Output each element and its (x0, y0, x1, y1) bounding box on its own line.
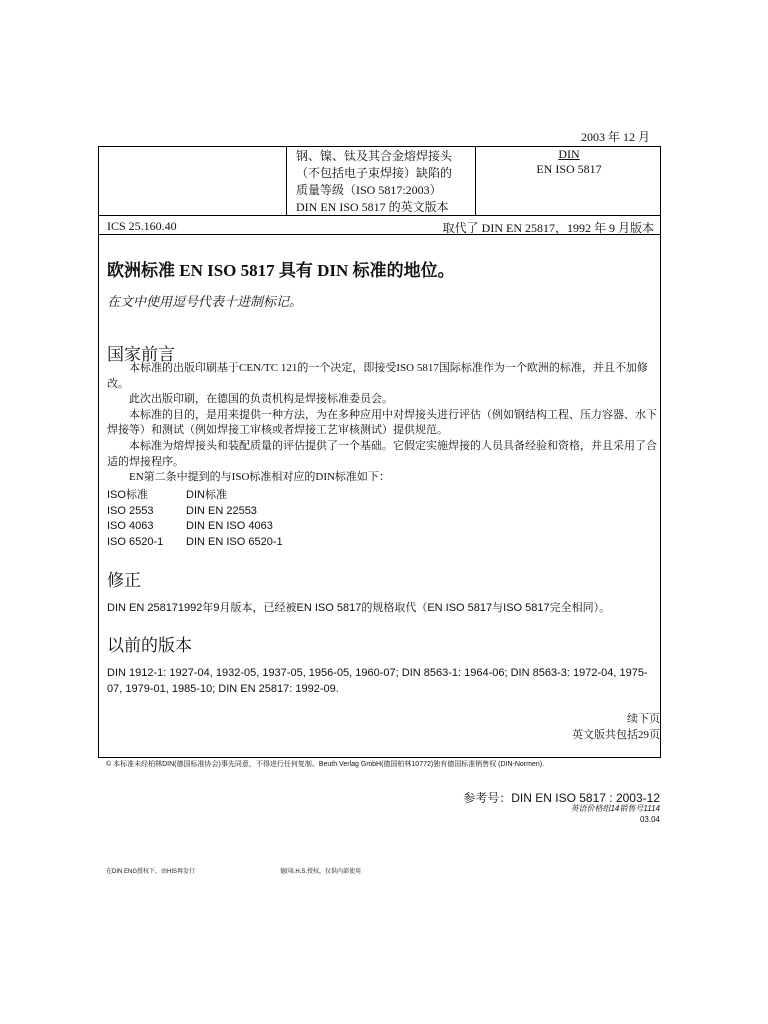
copyright-notice: © 本标准未经柏林DIN(德国标准协会)事先同意，不得进行任何复制。Beuth Verlag GmbH(德国柏林10772)独有德国标准销售权 (DIN-Normen). (106, 761, 545, 768)
previous-editions-text: DIN 1912-1: 1927-04, 1932-05, 1937-05, 1956-05, 1960-07; DIN 8563-1: 1964-06; DIN 8563-3: 1972-04, 1975-07, 1979-01, 1985-10; DIN EN 25817: 1992-09. (107, 667, 648, 695)
table-cell: DIN EN ISO 6520-1 (186, 535, 283, 548)
footer-right: 德国I.H.S.授权，仅供内部使用 (280, 869, 362, 875)
table-cell: ISO 4063 (107, 520, 154, 533)
page-count: 英文版共包括29页 (572, 729, 660, 741)
paragraph: EN第二条中提到的与ISO标准相对应的DIN标准如下： (129, 471, 390, 484)
divider-line (286, 146, 287, 216)
column-header: DIN标准 (186, 489, 227, 501)
title-line: （不包括电子束焊接）缺陷的 (296, 166, 453, 180)
din-number: EN ISO 5817 (536, 162, 602, 176)
national-foreword-heading: 国家前言 (107, 345, 175, 365)
document-date: 2003 年 12 月 (580, 130, 650, 144)
din-designation (478, 147, 660, 177)
table-header-row (107, 488, 283, 504)
table-row (107, 519, 283, 535)
standard-title (296, 148, 474, 216)
price-group: 英语价格组14销售号1114 (570, 804, 660, 813)
national-foreword-text (107, 361, 662, 486)
edition-code: 03.04 (639, 815, 660, 824)
decimal-note: 在文中使用逗号代表十进制标记。 (107, 294, 303, 309)
column-header: ISO标准 (107, 489, 148, 501)
continued-label: 续下页 (627, 713, 660, 725)
paragraph: 本标准的目的，是用来提供一种方法，为在多种应用中对焊接头进行评估（例如钢结构工程、压力容器、水下焊接等）和测试（例如焊接工审核或者焊接工艺审核测试）提供规范。 (107, 408, 657, 437)
paragraph: 此次出版印刷，在德国的负责机构是焊接标准委员会。 (129, 393, 393, 406)
title-line: 钢、镍、钛及其合金熔焊接头 (296, 149, 453, 163)
footer-left: 在DIN ENG授权下，由HIS再发行 (106, 869, 196, 875)
table-row (107, 504, 283, 520)
continuation-block (572, 711, 660, 743)
amendments-text: DIN EN 258171992年9月版本，已经被EN ISO 5817的规格取代（EN ISO 5817与ISO 5817完全相同）。 (107, 602, 611, 614)
table-cell: ISO 6520-1 (107, 535, 164, 548)
ics-code: ICS 25.160.40 (107, 219, 177, 233)
divider-line (475, 146, 476, 216)
paragraph: 本标准的出版印刷基于CEN/TC 121的一个决定，即接受ISO 5817国际标准作为一个欧洲的标准，并且不加修改。 (107, 362, 648, 390)
table-cell: ISO 2553 (107, 504, 154, 517)
reference-number: 参考号：DIN EN ISO 5817 : 2003-12 (463, 791, 660, 805)
din-label: DIN (558, 147, 580, 161)
iso-din-table (107, 488, 283, 550)
table-row (107, 535, 283, 551)
replaces-note: 取代了 DIN EN 25817，1992 年 9 月版本 (442, 221, 654, 235)
previous-editions-heading: 以前的版本 (107, 636, 192, 656)
amendments-heading: 修正 (107, 571, 141, 591)
table-cell: DIN EN ISO 4063 (186, 520, 273, 533)
table-cell: DIN EN 22553 (186, 504, 257, 517)
paragraph: 本标准为熔焊接头和装配质量的评估提供了一个基础。它假定实施焊接的人员具备经验和资格，并且采用了合适的焊接程序。 (107, 439, 657, 468)
title-line: DIN EN ISO 5817 的英文版本 (296, 200, 449, 214)
title-line: 质量等级（ISO 5817:2003） (296, 183, 442, 197)
main-heading: 欧洲标准 EN ISO 5817 具有 DIN 标准的地位。 (107, 261, 455, 280)
